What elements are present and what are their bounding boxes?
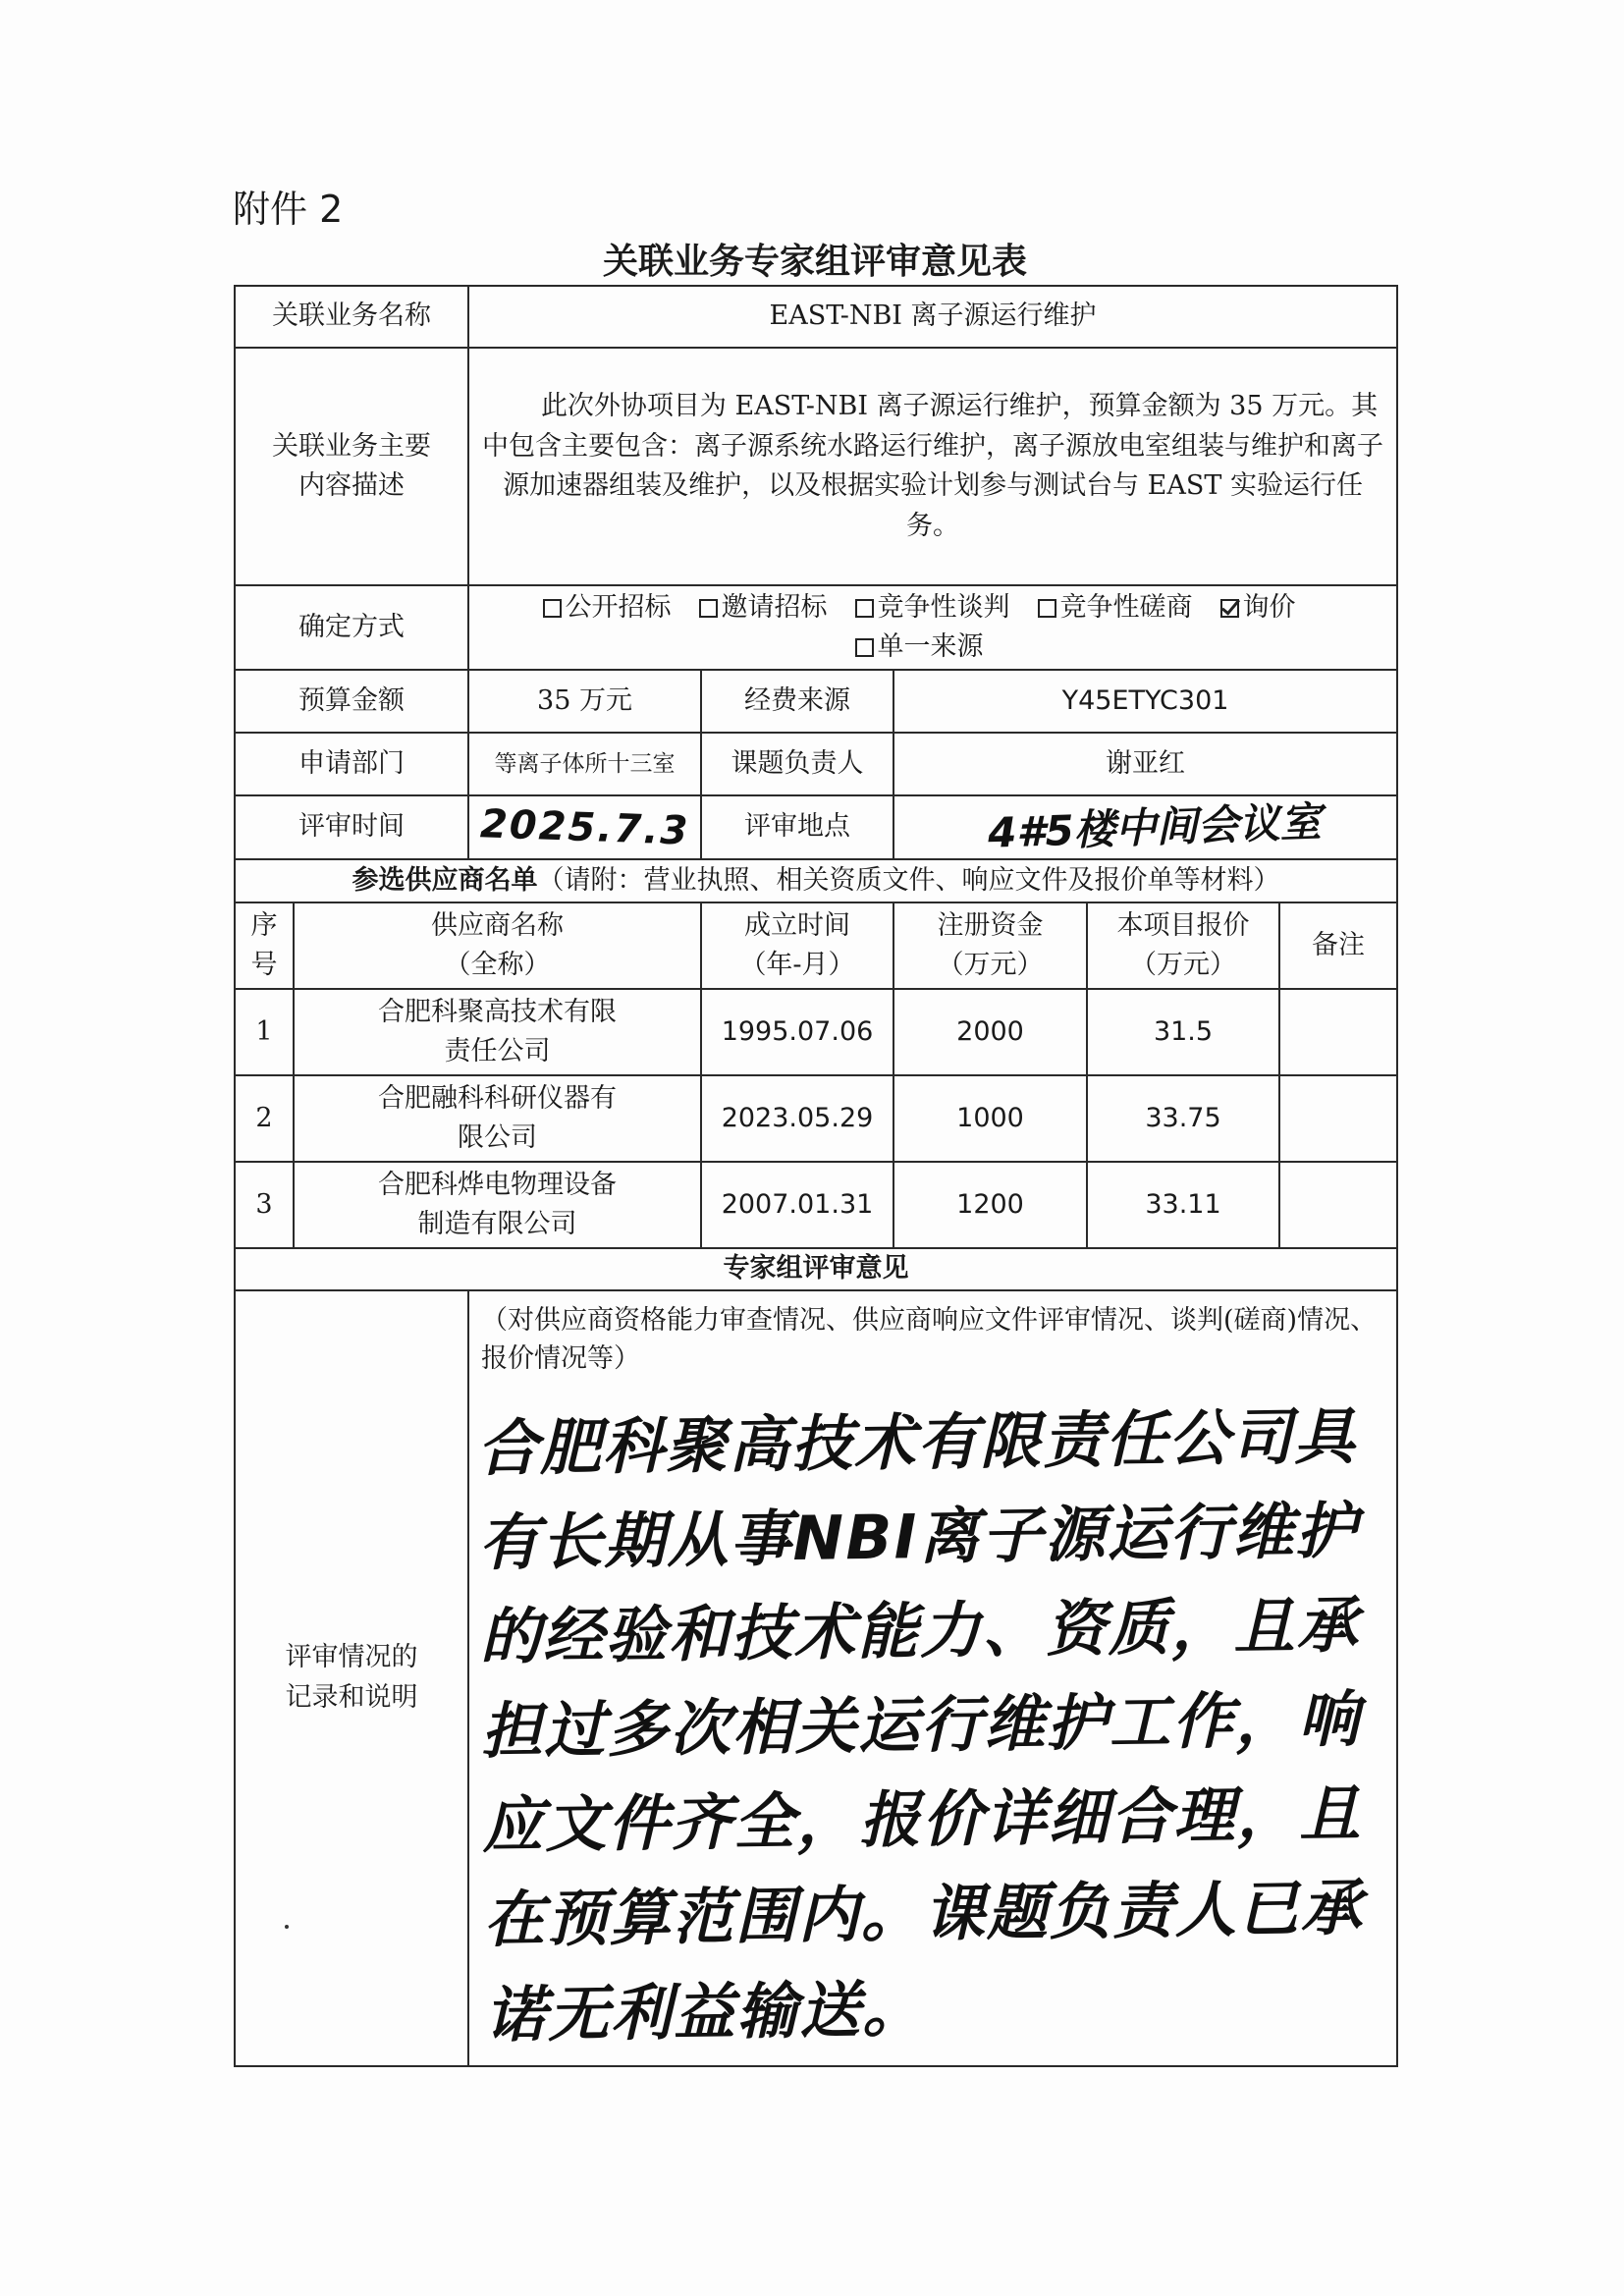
checkbox-icon [1038,599,1056,618]
business-name-label: 关联业务名称 [235,286,468,348]
method-options [468,585,1397,670]
table-row [235,1075,1397,1162]
supplier-header-row [235,902,1397,989]
supplier-date: 2007.01.31 [701,1162,893,1248]
attachment-label: 附件 2 [233,188,344,231]
review-form-table [234,285,1398,2067]
checkbox-icon [699,599,718,618]
checkbox-icon [855,599,874,618]
review-time-label: 评审时间 [235,795,468,859]
supplier-capital: 1200 [893,1162,1087,1248]
expert-opinion-content [468,1290,1397,2067]
department-label: 申请部门 [235,733,468,795]
supplier-remark [1279,1075,1397,1162]
business-content-paragraph: 此次外协项目为 EAST-NBI 离子源运行维护，预算金额为 35 万元。其中包含主要包含：离子源系统水路运行维护，离子源放电室组装与维护和离子源加速器组装及维护，以及根据实验计划参与测试台与 EAST 实验运行任务。 [482,391,1384,541]
supplier-list-title: 参选供应商名单 [352,864,538,896]
checkbox-icon [855,638,874,657]
method-option-open-tender[interactable]: 公开招标 [543,588,672,629]
supplier-no: 3 [235,1162,294,1248]
business-content-text [468,348,1397,585]
review-time-handwritten: 2025.7.3 [479,800,690,854]
fund-source-value: Y45ETYC301 [893,670,1397,733]
budget-row [235,670,1397,733]
business-name-value: EAST-NBI 离子源运行维护 [468,286,1397,348]
review-time-row [235,795,1397,859]
expert-opinion-instruction: （对供应商资格能力审查情况、供应商响应文件评审情况、谈判(磋商)情况、报价情况等） [481,1304,1378,1374]
leader-label: 课题负责人 [701,733,893,795]
supplier-quote: 33.11 [1087,1162,1279,1248]
review-time-value [468,795,701,859]
supplier-quote: 31.5 [1087,989,1279,1075]
expert-opinion-title: 专家组评审意见 [235,1248,1397,1290]
table-row [235,989,1397,1075]
business-content-label [235,348,468,585]
checked-checkbox-icon [1220,599,1239,618]
method-option-negotiation[interactable]: 竞争性谈判 [855,588,1010,629]
expert-opinion-row [235,1290,1397,2067]
col-header-remark: 备注 [1279,902,1397,989]
supplier-capital: 2000 [893,989,1087,1075]
review-place-value [893,795,1397,859]
supplier-date: 2023.05.29 [701,1075,893,1162]
budget-value: 35 万元 [468,670,701,733]
supplier-remark [1279,989,1397,1075]
expert-opinion-title-row [235,1248,1397,1290]
checkbox-icon [543,599,562,618]
leader-value: 谢亚红 [893,733,1397,795]
business-content-label-line1: 关联业务主要 [272,430,431,462]
review-place-handwritten: 4#5楼中间会议室 [986,797,1323,857]
method-row [235,585,1397,670]
col-header-no: 序 号 [235,902,294,989]
supplier-name: 合肥融科科研仪器有 限公司 [294,1075,701,1162]
business-name-row [235,286,1397,348]
supplier-name: 合肥科烨电物理设备 制造有限公司 [294,1162,701,1248]
supplier-remark [1279,1162,1397,1248]
supplier-capital: 1000 [893,1075,1087,1162]
review-place-label: 评审地点 [701,795,893,859]
supplier-no: 2 [235,1075,294,1162]
method-option-invited-tender[interactable]: 邀请招标 [699,588,828,629]
expert-opinion-handwritten: 合肥科聚高技术有限责任公司具有长期从事NBI离子源运行维护的经验和技术能力、资质，且承担过多次相关运行维护工作，响应文件齐全，报价详细合理，且在预算范围内。课题负责人已承诺无利益输送。 [476,1399,1365,2050]
fund-source-label: 经费来源 [701,670,893,733]
supplier-title-row [235,859,1397,902]
business-content-row [235,348,1397,585]
business-content-label-line2: 内容描述 [298,470,405,501]
supplier-quote: 33.75 [1087,1075,1279,1162]
supplier-list-note: （请附：营业执照、相关资质文件、响应文件及报价单等材料） [537,864,1280,896]
method-option-single-source[interactable]: 单一来源 [855,628,984,668]
supplier-name: 合肥科聚高技术有限 责任公司 [294,989,701,1075]
method-option-consultation[interactable]: 竞争性磋商 [1038,588,1193,629]
col-header-quote: 本项目报价 （万元） [1087,902,1279,989]
department-value: 等离子体所十三室 [468,733,701,795]
col-header-capital: 注册资金 （万元） [893,902,1087,989]
budget-label: 预算金额 [235,670,468,733]
supplier-no: 1 [235,989,294,1075]
department-row [235,733,1397,795]
expert-opinion-label: 评审情况的 记录和说明 [235,1290,468,2067]
col-header-date: 成立时间 （年-月） [701,902,893,989]
table-row [235,1162,1397,1248]
col-header-name: 供应商名称 （全称） [294,902,701,989]
scan-speck [285,1925,289,1929]
method-option-inquiry[interactable]: 询价 [1220,588,1296,629]
document-title: 关联业务专家组评审意见表 [602,242,1027,282]
method-label: 确定方式 [235,585,468,670]
supplier-date: 1995.07.06 [701,989,893,1075]
supplier-title [235,859,1397,902]
